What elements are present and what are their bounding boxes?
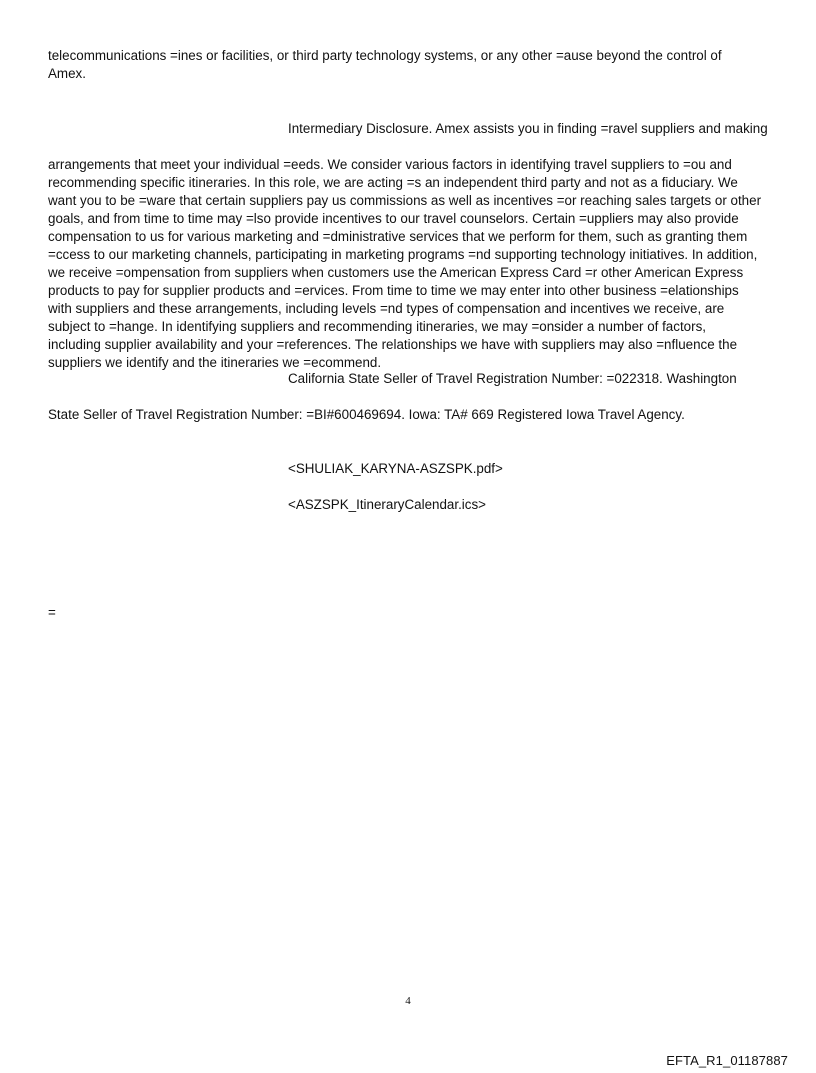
registration-first-line: California State Seller of Travel Registration Number: =022318. Washington (288, 371, 737, 386)
attachment-ics: <ASZSPK_ItineraryCalendar.ics> (288, 497, 486, 512)
intermediary-disclosure-paragraph (48, 102, 772, 372)
registration-paragraph (48, 352, 772, 424)
disclosure-first-line: Intermediary Disclosure. Amex assists you in finding =ravel suppliers and making (288, 121, 768, 136)
trailing-mark: = (48, 605, 56, 620)
disclosure-body: arrangements that meet your individual =eeds. We consider various factors in identifying travel suppliers to =ou and recommending specific itineraries. In this role, we are acting =s an independent third party and not as a fiduciary. We want you to be =ware that certain suppliers pay us commissions as well as incentives =or reaching sales targets or other goals, and from time to time may =lso provide incentives to our travel counselors. Certain =uppliers may also provide compensation to us for various marketing and =dministrative services that we perform for them, such as granting them =ccess to our marketing channels, participating in marketing programs =nd supporting technology initiatives. In addition, we receive =ompensation from suppliers when customers use the American Express Card =r other American Express products to pay for supplier products and =ervices. From time to time we may enter into other business =elationships with suppliers and these arrangements, including levels =nd types of compensation and incentives we receive, are subject to =hange. In identifying suppliers and recommending itineraries, we may =onsider a number of factors, including supplier availability and your =references. The relationships we have with suppliers may also =nfluence the suppliers we identify and the itineraries we =ecommend. (48, 157, 762, 370)
bates-number: EFTA_R1_01187887 (666, 1053, 788, 1068)
paragraph-control-clause: telecommunications =ines or facilities, or third party technology systems, or any other =ause beyond the control of Amex. (48, 48, 722, 81)
page-number: 4 (405, 995, 411, 1007)
registration-second-line: State Seller of Travel Registration Number: =BI#600469694. Iowa: TA# 669 Registered Iowa Travel Agency. (48, 407, 685, 422)
attachment-pdf: <SHULIAK_KARYNA-ASZSPK.pdf> (288, 461, 503, 476)
